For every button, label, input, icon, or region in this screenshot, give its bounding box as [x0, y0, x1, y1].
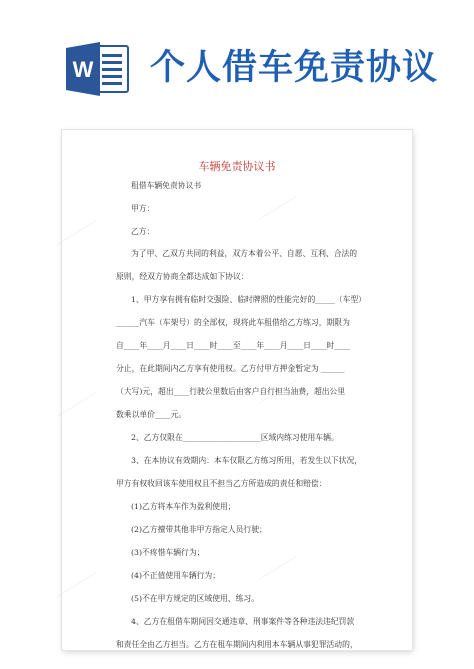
doc-line: 1、甲方享有拥有临时交强险、临时牌照的性能完好的_____（车型） — [131, 295, 366, 304]
word-letter: W — [72, 57, 94, 82]
doc-line: (4)不正值使用车辆行为； — [131, 571, 221, 580]
watermark: ─────── — [54, 386, 101, 423]
word-document-icon — [64, 40, 130, 98]
doc-line: (2)乙方擅带其他非甲方指定人员行驶； — [131, 525, 267, 534]
watermark: ─────── — [254, 550, 301, 587]
doc-line: (3)不疼惜车辆行为； — [131, 548, 205, 557]
doc-line: (1)乙方将本车作为盈利使用； — [131, 502, 236, 511]
banner — [0, 0, 474, 110]
doc-line: 租借车辆免责协议书 — [131, 181, 202, 190]
doc-line: 分止，在此期间内乙方享有使用权。乙方付甲方押金暂定为 ______ — [116, 364, 345, 373]
doc-line: 为了甲、乙双方共同的利益，双方本着公平、自愿、互利、合法的 — [131, 249, 358, 258]
doc-line: 3、在本协议有效期内：本车仅限乙方练习所用，若发生以下状况， — [131, 456, 363, 465]
doc-line: ______汽车（车架号）的全部权，现将此车租借给乙方练习，期限为 — [116, 318, 350, 327]
doc-line: 甲方： — [131, 204, 155, 213]
watermark: ─────── — [54, 566, 101, 603]
doc-line: 2、乙方仅限在____________________区域内练习使用车辆。 — [131, 433, 339, 442]
doc-line: 和责任全由乙方担当。乙方在租车期间内利用本车辆从事犯罪活动的， — [116, 640, 358, 649]
doc-line: 甲方有权收回该车使用权且不担当乙方所造成的责任和赔偿： — [116, 479, 327, 488]
document-title: 车辆免责协议书 — [198, 160, 276, 173]
watermark: ─────── — [254, 374, 301, 411]
doc-line: (5)不在甲方规定的区域使用、练习。 — [131, 594, 259, 603]
document-page — [54, 130, 412, 650]
watermark: ─────── — [54, 214, 101, 251]
doc-line: 乙方： — [131, 227, 155, 236]
doc-line: 自____年____月____日____时____至____年____月____日____时____ — [116, 341, 350, 350]
doc-line: 数乘以单价____元。 — [116, 410, 187, 419]
watermark: ─────── — [254, 190, 301, 227]
banner-title: 个人借车免责协议 — [150, 48, 439, 88]
doc-line: 4、乙方在租借车期间因交通违章、刑事案件等各种违法违纪罚款 — [131, 617, 355, 626]
doc-line: （大写)元，超出____行驶公里数后由客户自行担当油费，超出公里 — [116, 387, 346, 396]
doc-line: 原则，经双方协商全都达成如下协议： — [116, 272, 249, 281]
